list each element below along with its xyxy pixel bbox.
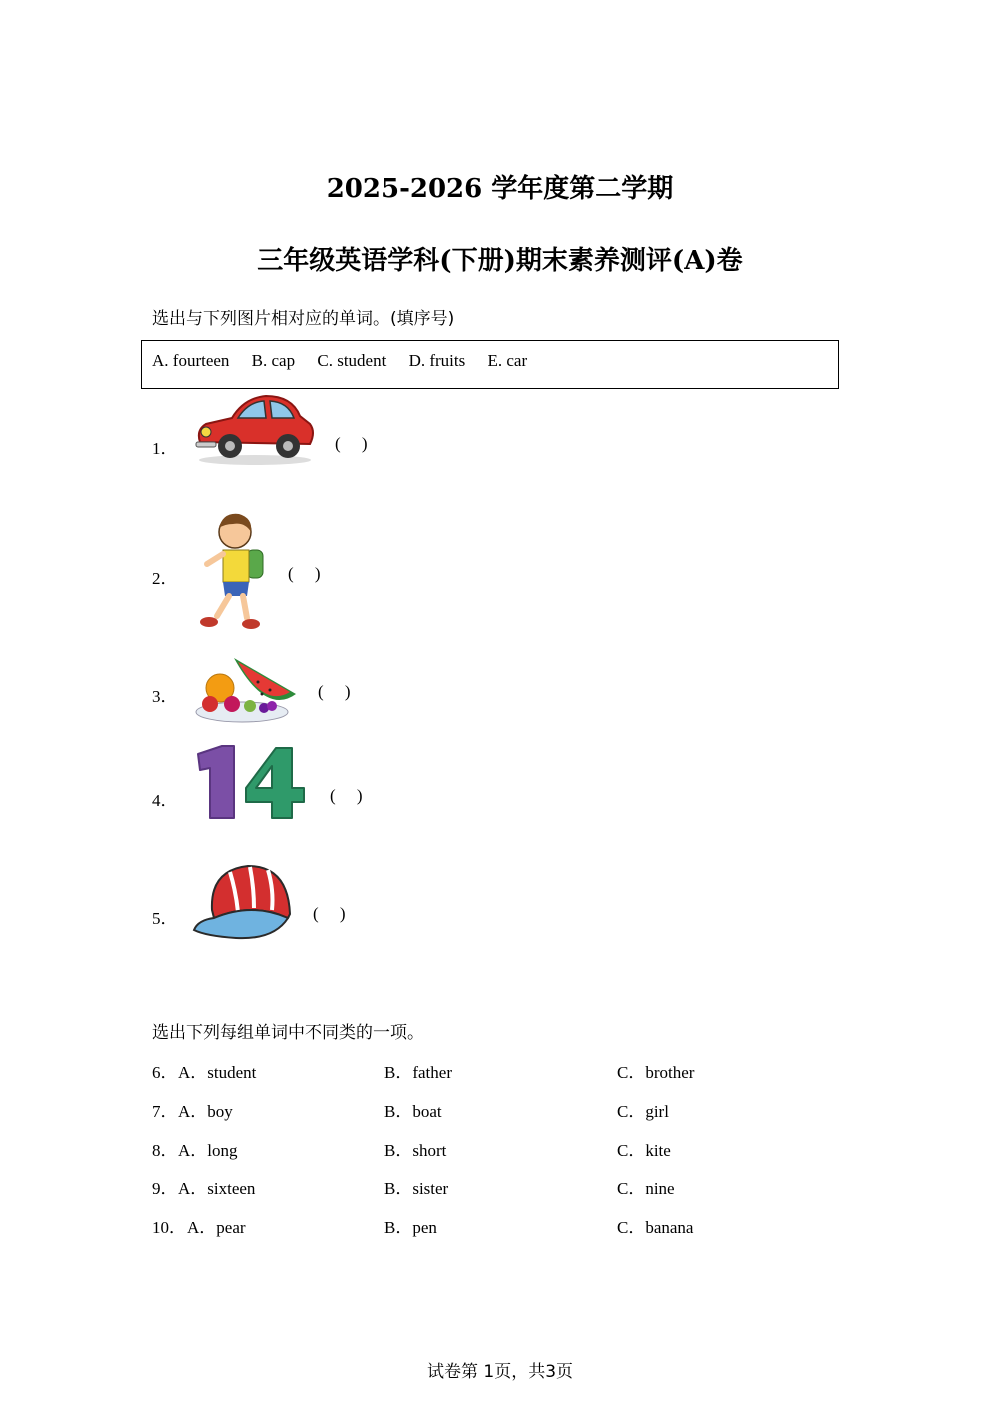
question-1-number: 1．	[152, 439, 178, 458]
question-7-option-a[interactable]: A．boy	[178, 1102, 233, 1121]
question-9-option-b[interactable]: B．sister	[384, 1179, 449, 1198]
cap-icon	[192, 862, 294, 940]
answer-blank-5[interactable]: ( )	[313, 904, 346, 923]
question-6-row	[152, 1058, 852, 1082]
question-9-option-a[interactable]: A．sixteen	[178, 1179, 256, 1198]
question-8-option-c[interactable]: C．kite	[617, 1141, 671, 1160]
answer-blank-1[interactable]: ( )	[335, 434, 368, 453]
question-7-row	[152, 1097, 852, 1121]
question-9-row	[152, 1174, 852, 1198]
number-fourteen-icon	[192, 744, 312, 824]
question-6-option-a[interactable]: A．student	[178, 1063, 257, 1082]
question-7-option-b[interactable]: B．boat	[384, 1102, 442, 1121]
word-options-box	[141, 340, 839, 389]
car-icon	[192, 390, 318, 468]
fruits-icon	[192, 652, 300, 724]
exam-title-subject: 三年级英语学科(下册)期末素养测评(A)卷	[257, 246, 743, 276]
option-d: D. fruits	[408, 351, 466, 370]
question-7-number: 7．	[152, 1102, 178, 1121]
question-10-option-a[interactable]: A．pear	[187, 1218, 246, 1237]
question-9-option-c[interactable]: C．nine	[617, 1179, 675, 1198]
question-8-option-b[interactable]: B．short	[384, 1141, 447, 1160]
option-e: E. car	[487, 351, 528, 370]
question-10-option-c[interactable]: C．banana	[617, 1218, 694, 1237]
option-c: C. student	[317, 351, 387, 370]
option-b: B. cap	[251, 351, 296, 370]
answer-blank-2[interactable]: ( )	[288, 564, 321, 583]
question-10-option-b[interactable]: B．pen	[384, 1218, 437, 1237]
question-2-number: 2．	[152, 569, 178, 588]
question-3-number: 3．	[152, 687, 178, 706]
exam-title-year: 2025-2026 学年度第二学期	[326, 174, 674, 204]
question-10-number: 10．	[152, 1218, 186, 1237]
student-icon	[195, 510, 265, 632]
question-7-option-c[interactable]: C．girl	[617, 1102, 669, 1121]
section1-instruction: 选出与下列图片相对应的单词。(填序号)	[152, 309, 455, 329]
question-5-number: 5．	[152, 909, 178, 928]
page-footer: 试卷第 1页，共3页	[426, 1362, 574, 1382]
option-a: A. fourteen	[152, 351, 230, 370]
question-4-number: 4．	[152, 791, 178, 810]
question-10-row	[152, 1213, 852, 1237]
question-9-number: 9．	[152, 1179, 178, 1198]
question-8-number: 8．	[152, 1141, 178, 1160]
answer-blank-4[interactable]: ( )	[330, 786, 363, 805]
question-6-option-c[interactable]: C．brother	[617, 1063, 695, 1082]
question-8-row	[152, 1136, 852, 1160]
question-8-option-a[interactable]: A．long	[178, 1141, 238, 1160]
question-6-option-b[interactable]: B．father	[384, 1063, 452, 1082]
section2-instruction: 选出下列每组单词中不同类的一项。	[152, 1023, 424, 1043]
answer-blank-3[interactable]: ( )	[318, 682, 351, 701]
question-6-number: 6．	[152, 1063, 178, 1082]
